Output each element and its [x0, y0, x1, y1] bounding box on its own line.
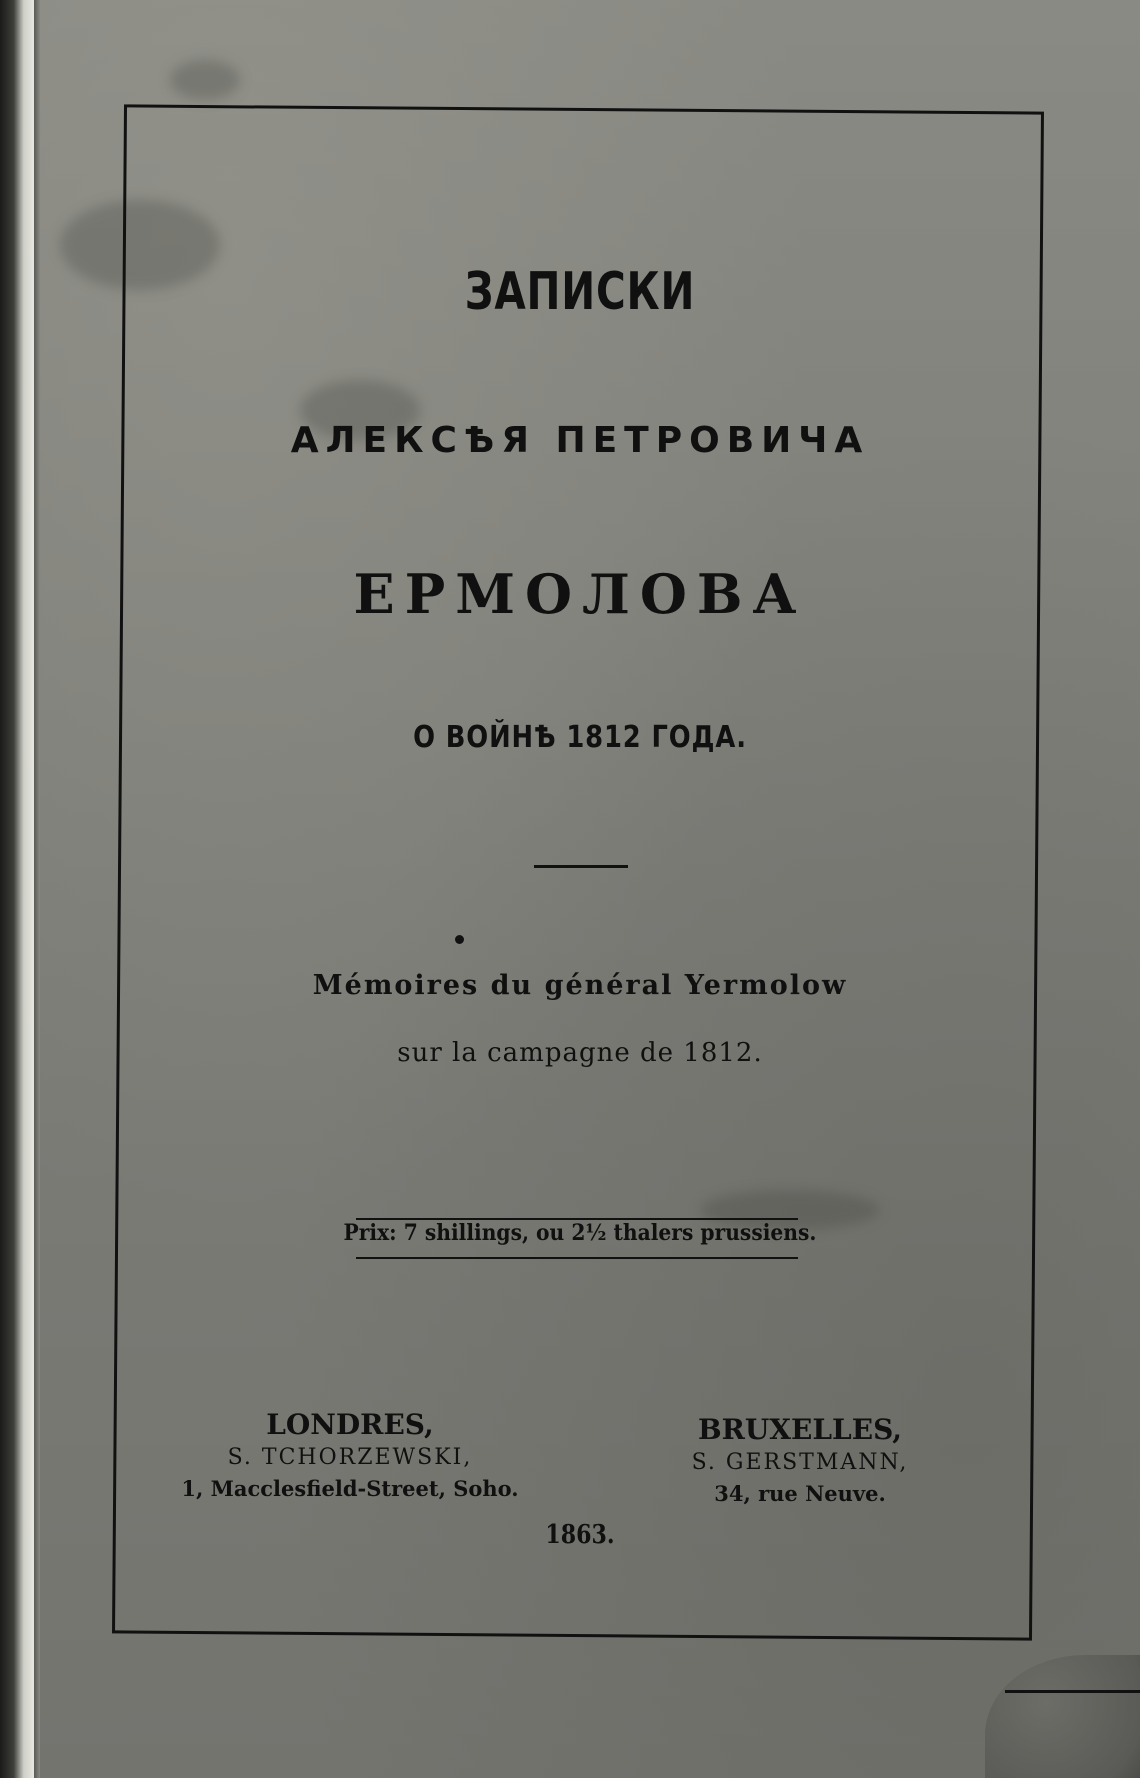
- imprint-publisher: S. GERSTMANN,: [691, 1450, 909, 1475]
- imprint-address: 34, rue Neuve.: [714, 1481, 886, 1506]
- french-title-line1: Mémoires du général Yermolow: [312, 970, 848, 1001]
- french-title-line2: sur la campagne de 1812.: [397, 1038, 763, 1068]
- price-line: Prix: 7 shillings, ou 2½ thalers prussiens.: [343, 1220, 817, 1246]
- imprint-london: [140, 1408, 560, 1504]
- author-first-names: АЛЕКСѢЯ ПЕТРОВИЧА: [290, 420, 870, 461]
- book-spine: [0, 0, 34, 1778]
- book-title: ЗАПИСКИ: [464, 262, 696, 322]
- imprint-address: 1, Macclesfield-Street, Soho.: [181, 1476, 519, 1501]
- torn-corner: [985, 1655, 1140, 1778]
- divider-rule: [534, 865, 628, 868]
- ink-dot: [455, 935, 464, 944]
- spine-edge: [34, 0, 40, 1778]
- imprint-publisher: S. TCHORZEWSKI,: [227, 1445, 473, 1470]
- corner-line: [1005, 1690, 1140, 1693]
- book-subject: О ВОЙНѢ 1812 ГОДА.: [413, 720, 747, 755]
- publication-year: 1863.: [545, 1520, 615, 1550]
- imprint-city: LONDRES,: [266, 1408, 434, 1441]
- imprint-brussels: [590, 1413, 1010, 1509]
- author-surname: ЕРМОЛОВА: [353, 562, 807, 626]
- price-rule-bottom: [356, 1257, 798, 1259]
- imprint-city: BRUXELLES,: [697, 1413, 903, 1446]
- paper-stain: [170, 60, 240, 100]
